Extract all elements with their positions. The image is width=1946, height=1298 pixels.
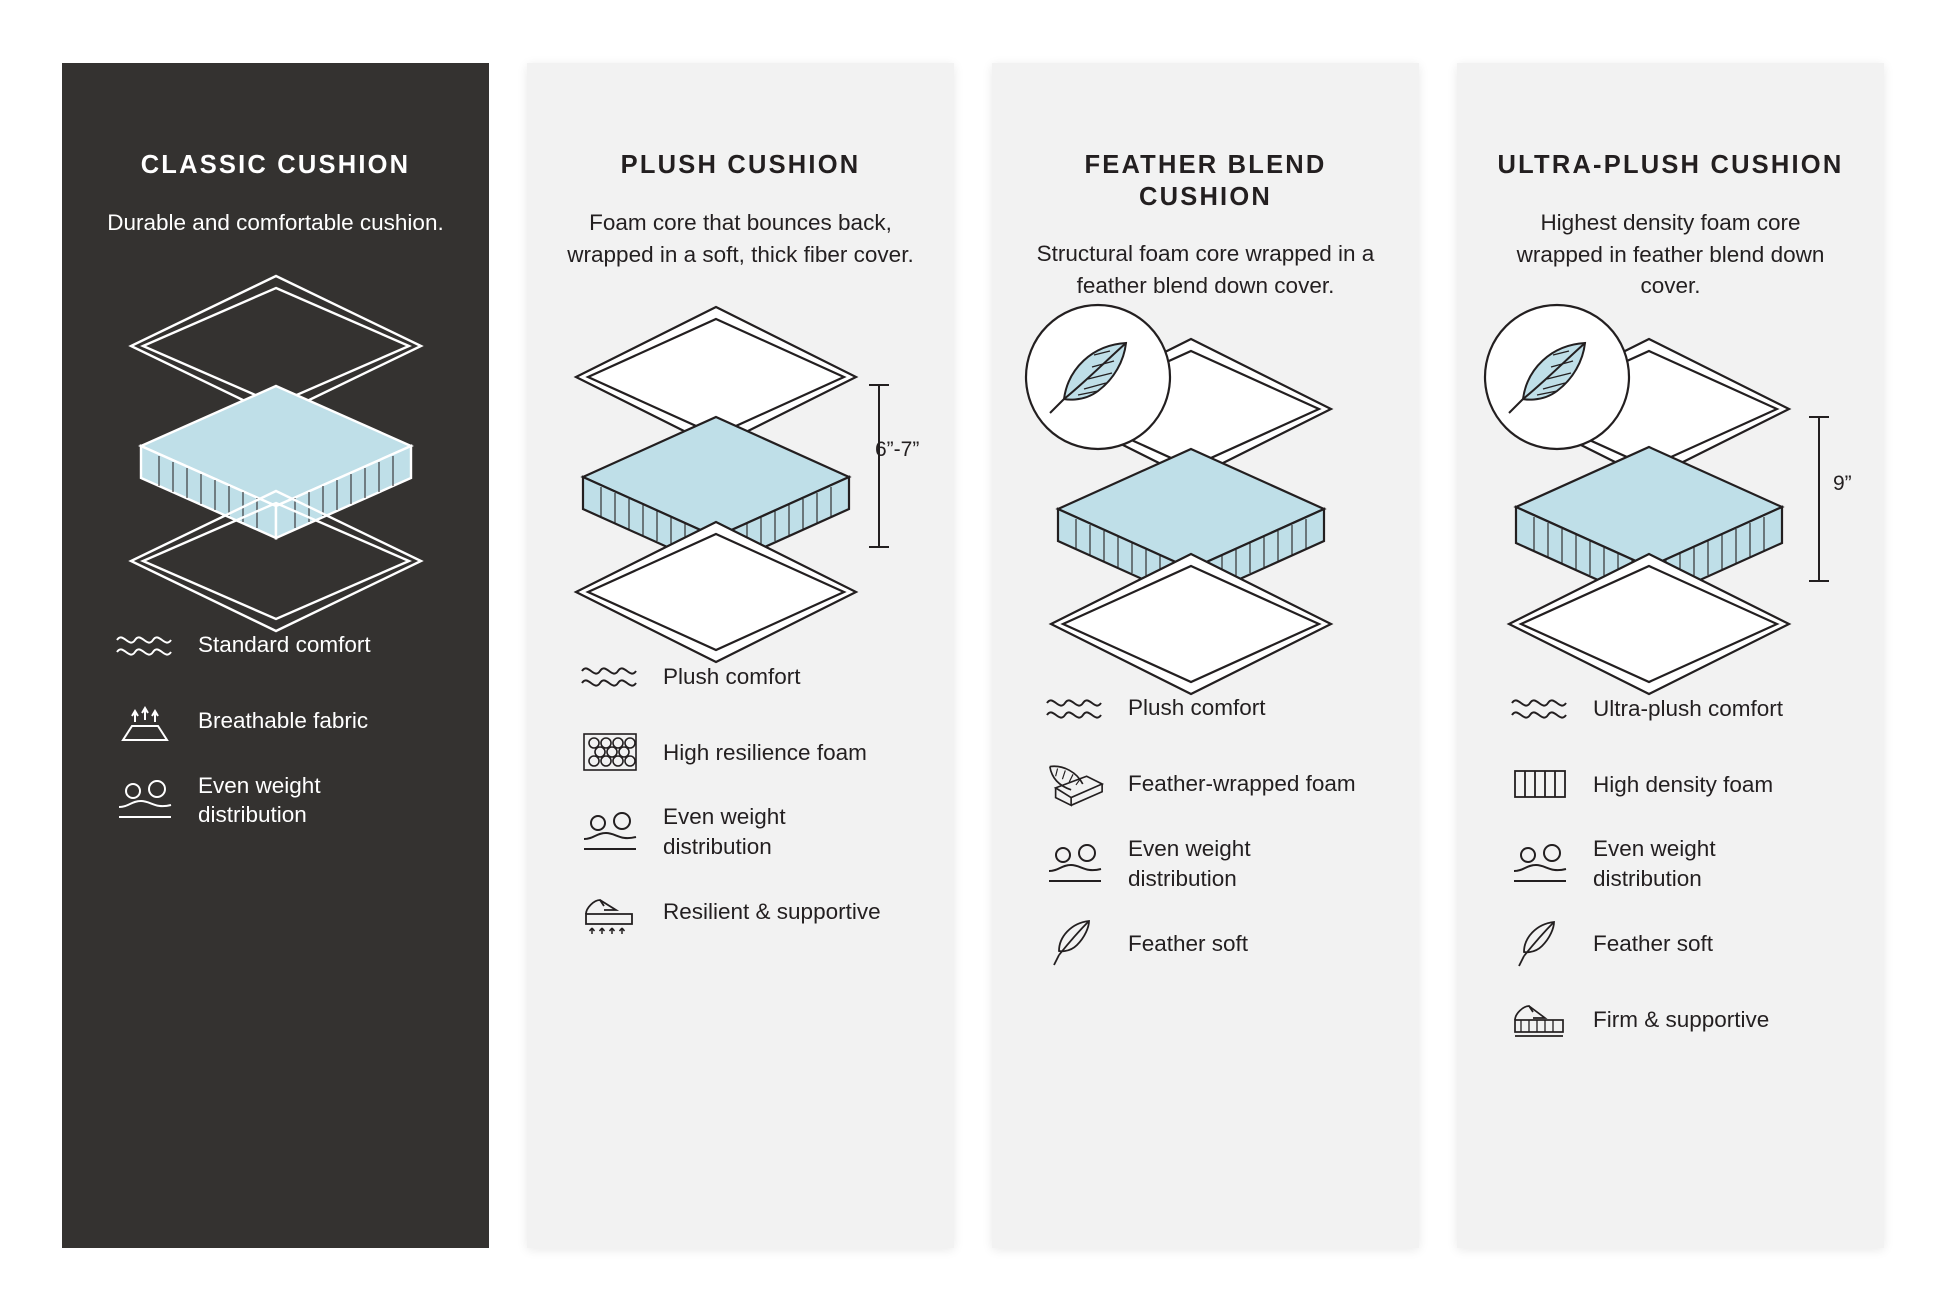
card-description: Highest density foam core wrapped in feather blend down cover. bbox=[1516, 209, 1825, 299]
list-item bbox=[1509, 682, 1846, 734]
wave-comfort-icon bbox=[579, 650, 641, 702]
feature-label: Breathable fabric bbox=[198, 707, 369, 733]
feather-badge-icon bbox=[1485, 305, 1629, 449]
card-plush-cushion bbox=[527, 63, 954, 1248]
list-item bbox=[114, 771, 451, 830]
cushion-exploded-diagram bbox=[565, 292, 920, 632]
high-resilience-foam-icon bbox=[579, 726, 641, 778]
page-title: FEATHER BLEND CUSHION bbox=[1084, 151, 1327, 211]
resilient-supportive-icon bbox=[579, 886, 641, 938]
feature-label: Feather soft bbox=[1593, 930, 1714, 956]
base-cover-layer bbox=[1051, 554, 1331, 694]
feature-list bbox=[565, 650, 916, 937]
feature-label: Even weight distribution bbox=[198, 772, 321, 828]
feature-label: High resilience foam bbox=[663, 739, 867, 765]
card-description: Foam core that bounces back, wrapped in a soft, thick fiber cover. bbox=[567, 209, 914, 267]
even-weight-distribution-icon bbox=[579, 806, 641, 858]
list-item bbox=[1509, 758, 1846, 810]
cushion-exploded-diagram bbox=[1495, 324, 1852, 664]
wave-comfort-icon bbox=[1509, 682, 1571, 734]
cushion-exploded-diagram bbox=[100, 261, 451, 601]
list-item bbox=[114, 695, 451, 747]
page-title: CLASSIC CUSHION bbox=[140, 151, 411, 179]
card-description: Structural foam core wrapped in a feather blend down cover. bbox=[1036, 241, 1375, 299]
dimension-label: 6”-7” bbox=[875, 438, 920, 462]
list-item bbox=[579, 802, 916, 861]
card-classic-cushion bbox=[62, 63, 489, 1248]
feature-label: Plush comfort bbox=[663, 663, 801, 689]
feather-icon bbox=[1044, 917, 1106, 969]
list-item bbox=[1509, 994, 1846, 1046]
feature-label: Even weight distribution bbox=[663, 804, 786, 860]
feature-label: Firm & supportive bbox=[1593, 1006, 1770, 1032]
feature-list bbox=[100, 619, 451, 830]
dimension-label: 9” bbox=[1833, 472, 1852, 496]
foam-core-layer bbox=[141, 386, 411, 538]
feather-icon bbox=[1509, 918, 1571, 970]
feature-label: Ultra-plush comfort bbox=[1593, 695, 1784, 721]
page-title: PLUSH CUSHION bbox=[620, 151, 861, 179]
even-weight-distribution-icon bbox=[1044, 838, 1106, 890]
feature-label: Even weight distribution bbox=[1128, 836, 1251, 891]
card-ultra-plush-cushion bbox=[1457, 63, 1884, 1248]
feature-label: High density foam bbox=[1593, 771, 1774, 797]
breathable-fabric-icon bbox=[114, 695, 176, 747]
list-item bbox=[1044, 834, 1381, 893]
firm-supportive-icon bbox=[1509, 994, 1571, 1046]
list-item bbox=[579, 726, 916, 778]
page-title: ULTRA-PLUSH CUSHION bbox=[1497, 151, 1844, 179]
feature-label: Standard comfort bbox=[198, 631, 371, 657]
feature-label: Feather soft bbox=[1128, 930, 1249, 956]
list-item bbox=[1509, 834, 1846, 893]
feather-wrapped-foam-icon bbox=[1044, 758, 1106, 810]
even-weight-distribution-icon bbox=[114, 774, 176, 826]
wave-comfort-icon bbox=[1044, 682, 1106, 734]
feather-badge-icon bbox=[1026, 305, 1170, 449]
high-density-foam-icon bbox=[1509, 758, 1571, 810]
feature-label: Resilient & supportive bbox=[663, 899, 881, 925]
base-cover-layer bbox=[576, 522, 856, 662]
feature-label: Feather-wrapped foam bbox=[1128, 771, 1356, 797]
list-item bbox=[1044, 758, 1381, 810]
list-item bbox=[1044, 917, 1381, 969]
list-item bbox=[579, 650, 916, 702]
cushion-exploded-diagram bbox=[1030, 324, 1381, 664]
list-item bbox=[1044, 682, 1381, 734]
list-item bbox=[1509, 918, 1846, 970]
feature-label: Plush comfort bbox=[1128, 695, 1266, 721]
even-weight-distribution-icon bbox=[1509, 838, 1571, 890]
card-feather-blend-cushion bbox=[992, 63, 1419, 1248]
base-cover-layer bbox=[1509, 554, 1789, 694]
wave-comfort-icon bbox=[114, 619, 176, 671]
feature-list bbox=[1030, 682, 1381, 969]
list-item bbox=[579, 886, 916, 938]
feature-list bbox=[1495, 682, 1846, 1045]
feature-label: Even weight distribution bbox=[1593, 836, 1716, 892]
card-description: Durable and comfortable cushion. bbox=[107, 209, 444, 235]
dimension-indicator bbox=[869, 385, 889, 547]
dimension-indicator bbox=[1809, 417, 1829, 581]
